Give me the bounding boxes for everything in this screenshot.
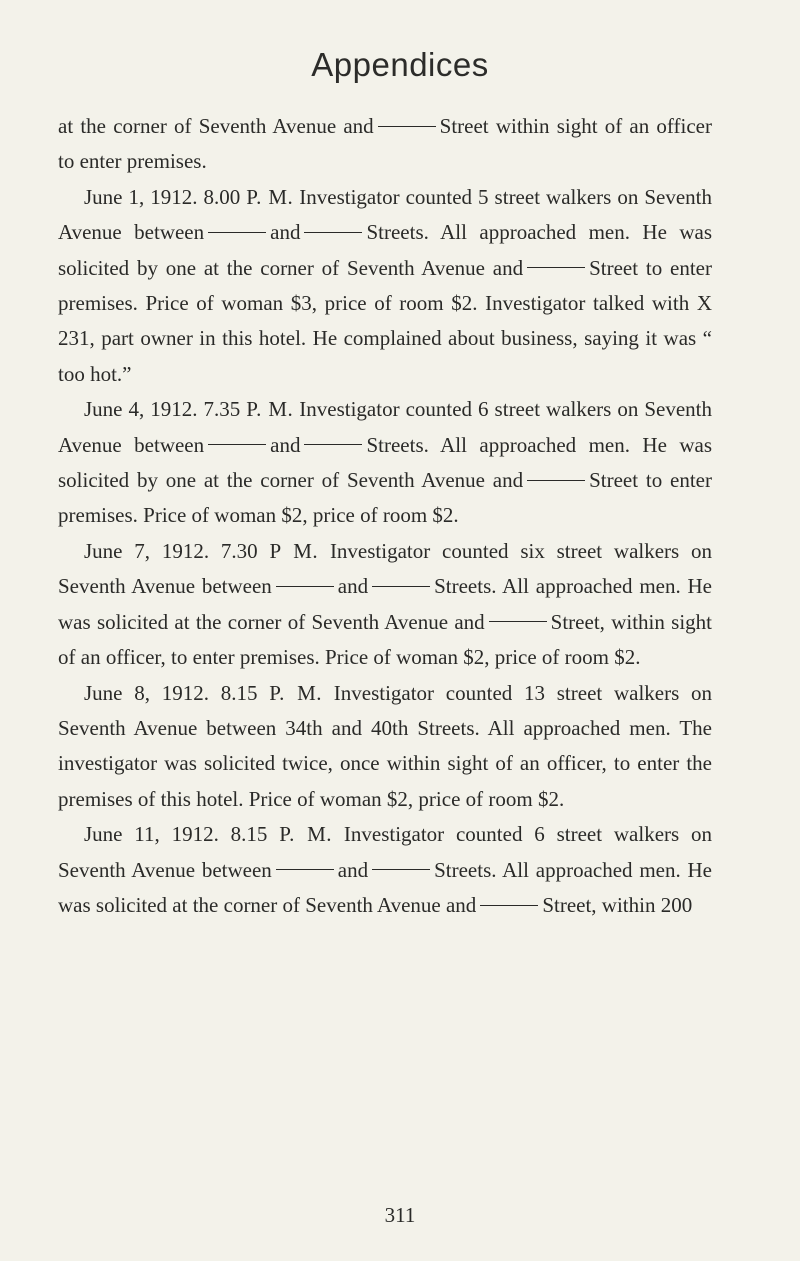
running-head: Appendices xyxy=(311,46,489,83)
entry-time: 8.15 xyxy=(220,680,258,705)
page-number: 311 xyxy=(384,1203,416,1227)
log-entry-june-8: June 8, 1912. 8.15 P. M. Investigator counted 13 street walkers on Seventh Avenue between 34th and 40th Streets. All approached men. The investigator was solicited twice, once within sight of an officer, to enter the premises of this hotel. Price of woman $2, price of room $2. xyxy=(58,680,713,811)
entry-date: June 7, 1912. xyxy=(84,538,210,563)
redacted-street-dash xyxy=(276,869,334,870)
redacted-street-dash xyxy=(304,232,362,233)
entry-meridiem: P M. xyxy=(269,538,319,563)
entry-time: 7.30 xyxy=(220,538,258,563)
entry-time: 7.35 xyxy=(203,397,241,422)
entry-time: 8.00 xyxy=(203,184,241,209)
redacted-street-dash xyxy=(378,126,436,127)
log-entry-june-4: June 4, 1912. 7.35 P. M. Investigator counted 6 street walkers on Seventh Avenue between and Streets. All approached men. He was solicited by one at the corner of Seventh Avenue and Street to enter premises. Price of woman $2, price of room $2. xyxy=(58,397,712,528)
entry-time: 8.15 xyxy=(230,822,268,847)
redacted-street-dash xyxy=(208,232,266,233)
entry-meridiem: P. M. xyxy=(269,680,322,705)
redacted-street-dash xyxy=(276,586,334,587)
redacted-street-dash xyxy=(304,444,362,445)
redacted-street-dash xyxy=(489,621,547,622)
redacted-street-dash xyxy=(527,267,585,268)
redacted-street-dash xyxy=(372,586,430,587)
log-entry-june-7: June 7, 1912. 7.30 P M. Investigator counted six street walkers on Seventh Avenue between and Streets. All approached men. He was solicited at the corner of Seventh Avenue and Street, within sight of an officer, to enter premises. Price of woman $2, price of room $2. xyxy=(58,538,713,670)
log-entry-june-11: June 11, 1912. 8.15 P. M. Investigator counted 6 street walkers on Seventh Avenue between and Streets. All approached men. He was solicited at the corner of Seventh Avenue and Street, within 200 xyxy=(58,822,712,917)
entry-meridiem: P. M. xyxy=(246,397,294,422)
body-text xyxy=(58,109,712,923)
entry-meridiem: P. M. xyxy=(246,184,294,209)
entry-meridiem: P. M. xyxy=(279,822,333,847)
log-entry-june-1: June 1, 1912. 8.00 P. M. Investigator counted 5 street walkers on Seventh Avenue between and Streets. All approached men. He was solicited by one at the corner of Seventh Avenue and Street to enter premises. Price of woman $3, price of room $2. Investigator talked with X 231, part owner in this hotel. He complained about business, saying it was “ too hot.” xyxy=(58,184,712,386)
entry-date: June 1, 1912. xyxy=(84,184,198,209)
continued-paragraph: at the corner of Seventh Avenue and Street within sight of an officer to enter premises. xyxy=(58,114,712,174)
redacted-street-dash xyxy=(372,869,430,870)
entry-date: June 11, 1912. xyxy=(84,822,219,847)
entry-date: June 4, 1912. xyxy=(84,397,198,422)
redacted-street-dash xyxy=(208,444,266,445)
entry-date: June 8, 1912. xyxy=(84,680,209,705)
redacted-street-dash xyxy=(527,480,585,481)
redacted-street-dash xyxy=(480,905,538,906)
